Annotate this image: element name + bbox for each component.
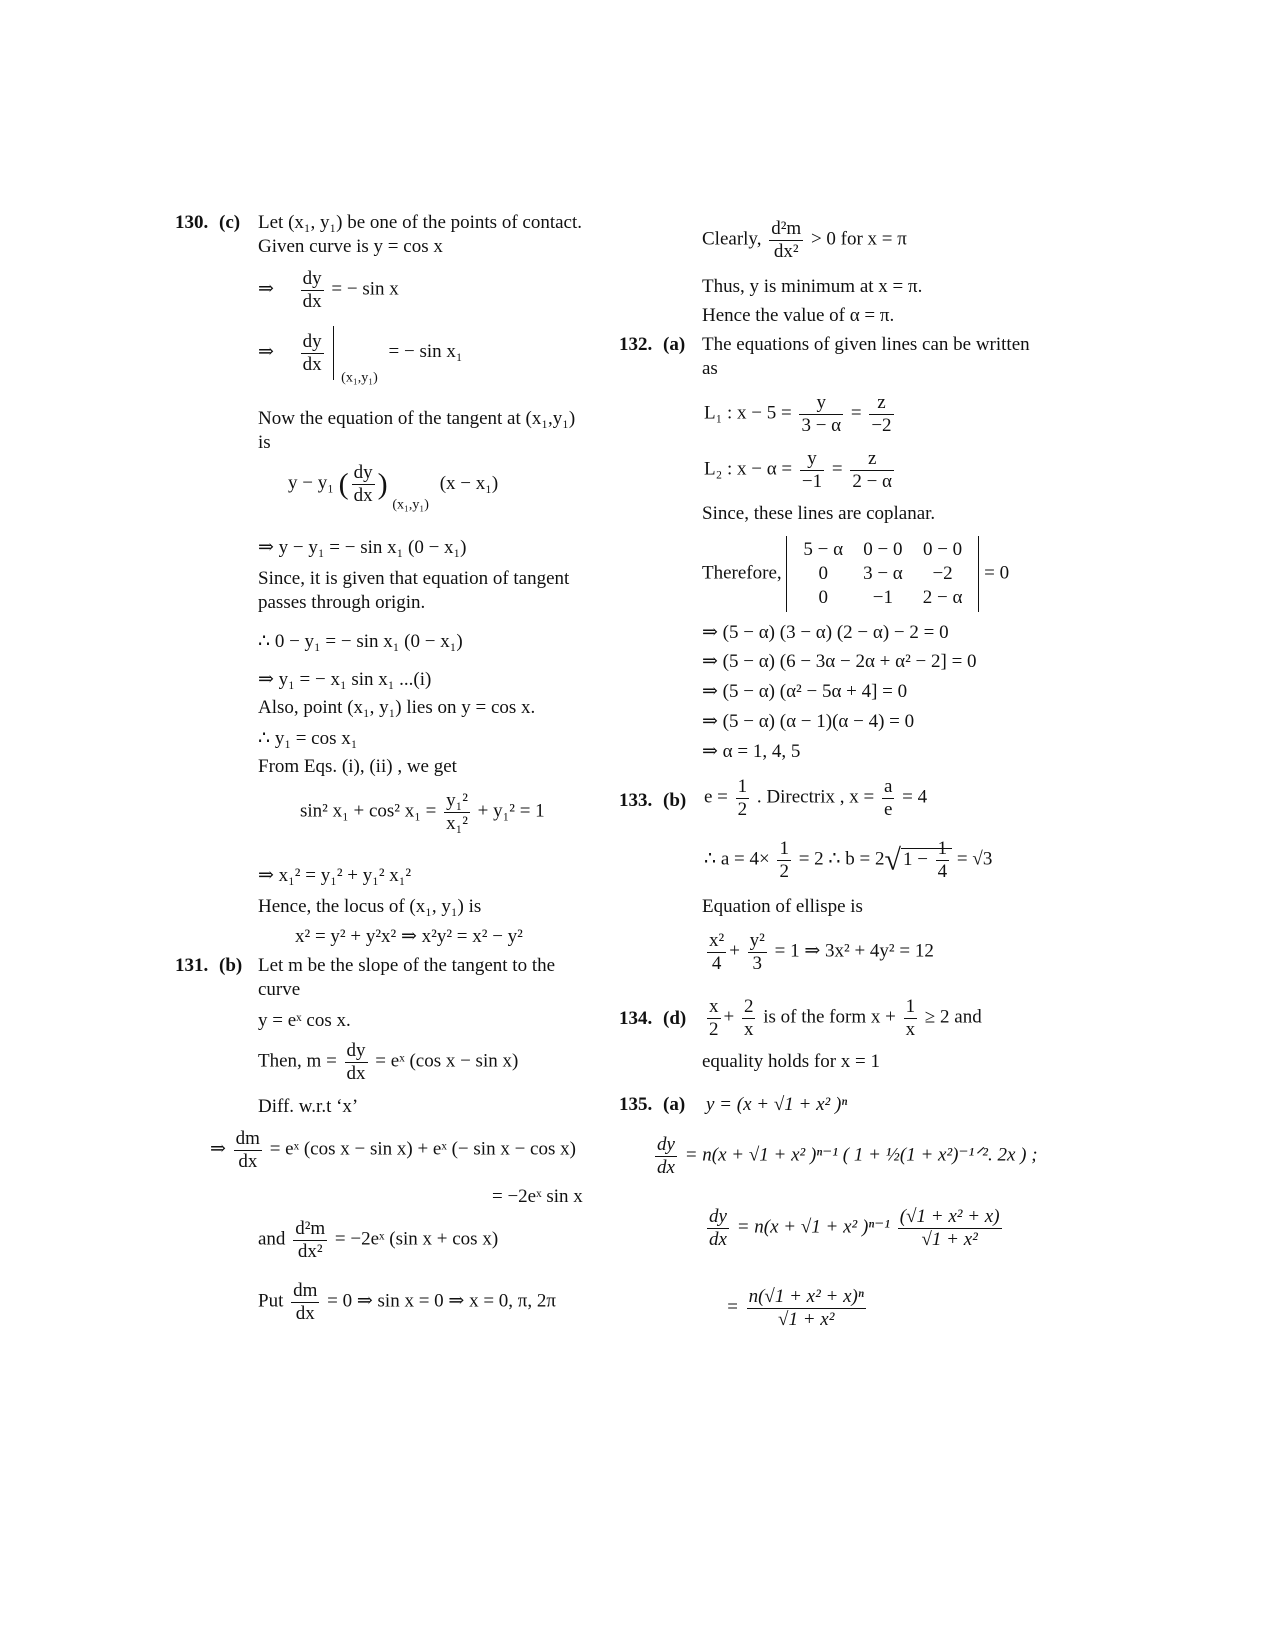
equation: ⇒ $\frac{dy}{dx}$ = − sin x [258, 268, 399, 312]
fraction: $\frac{\text{x²}}{4}$ [709, 930, 725, 974]
equation: ∴ a = 4× $\frac{1}{2}$ = 2 ∴ b = 2√ 1 − $\frac{1}{4}$ = √3 [704, 838, 993, 882]
equation: y = (x + √1 + x² )ⁿ [706, 1094, 848, 1115]
equation: ⇒ (5 − α) (α² − 5α + 4] = 0 [702, 681, 908, 702]
text-line: Diff. w.r.t ‘x’ [258, 1096, 359, 1117]
equation: ⇒ (5 − α) (3 − α) (2 − α) − 2 = 0 [702, 622, 949, 643]
fraction: $\frac{\text{d²m}}{\text{dx²}}$ [771, 218, 802, 262]
text-line: Hence, the locus of (x₁, y₁) is [258, 896, 482, 917]
equation: $\frac{dy}{dx}$ = n(x + √1 + x² )ⁿ⁻¹ ( 1 + ½(1 + x²)⁻¹ᐟ². 2x ) ; [657, 1134, 1038, 1178]
equation: and $\frac{\text{d²m}}{\text{dx²}}$ = −2eˣ (sin x + cos x) [258, 1218, 499, 1262]
equation: ∴ y₁ = cos x₁ [258, 728, 358, 749]
equation: ⇒ $\frac{dy}{dx}$ $_{(x_1,y_1)}$ = − sin x₁ [258, 326, 463, 386]
equation: ⇒ y − y₁ = − sin x₁ (0 − x₁) [258, 537, 467, 558]
q132-answer: (a) [663, 334, 686, 355]
text-line: Thus, y is minimum at x = π. [702, 276, 923, 297]
fraction: $\frac{dy}{dx}$ [353, 462, 373, 506]
fraction: $\frac{dy}{dx}$ [346, 1040, 366, 1084]
text-line: curve [258, 979, 301, 1000]
text-line: Given curve is y = cos x [258, 236, 443, 257]
fraction: $\frac{dm}{dx}$ [293, 1280, 318, 1324]
equation: ⇒ (5 − α) (α − 1)(α − 4) = 0 [702, 711, 915, 732]
equation: ⇒ α = 1, 4, 5 [702, 741, 801, 762]
equation: x² = y² + y²x² ⇒ x²y² = x² − y² [295, 926, 523, 947]
q135-answer: (a) [663, 1094, 686, 1115]
fraction: $\frac{y}{3 - \alpha}$ [801, 392, 842, 436]
equation: ⇒ $\frac{dm}{dx}$ = eˣ (cos x − sin x) + eˣ (− sin x − cos x) [210, 1128, 576, 1172]
implies-symbol: ⇒ [210, 1138, 226, 1160]
fraction: $\frac{z}{2 - \alpha}$ [852, 448, 893, 492]
equation: ⇒ y₁ = − x₁ sin x₁ ...(i) [258, 669, 432, 690]
q133-number: 133. [619, 790, 653, 811]
text-line: as [702, 358, 718, 379]
equation: ∴ 0 − y₁ = − sin x₁ (0 − x₁) [258, 631, 463, 652]
q131-number: 131. [175, 955, 209, 976]
implies-symbol: ⇒ [258, 341, 274, 363]
q135-number: 135. [619, 1094, 653, 1115]
fraction: $\frac{dy}{dx}$ [302, 330, 322, 375]
fraction: $\frac{\text{d²m}}{\text{dx²}}$ [295, 1218, 326, 1262]
equation: = $\frac{\text{n(√1 + x² + x)ⁿ}}{\text{√1 + x²}}$ [726, 1286, 864, 1330]
equation: Clearly, $\frac{\text{d²m}}{\text{dx²}}$ > 0 for x = π [702, 218, 907, 262]
text-line: Now the equation of the tangent at (x₁,y₁) [258, 408, 576, 429]
fraction: $\frac{\text{(√1 + x² + x)}}{\text{√1 + x²}}$ [899, 1206, 1000, 1250]
determinant-equation: Therefore, 5 − α 0 − 0 0 − 0 0 3 − α −2 0 −1 2 − α = 0 [702, 536, 1009, 612]
q134-number: 134. [619, 1008, 653, 1029]
text-line: The equations of given lines can be written [702, 334, 1030, 355]
text-line: Hence the value of α = π. [702, 305, 895, 326]
determinant: 5 − α 0 − 0 0 − 0 0 3 − α −2 0 −1 2 − α [786, 536, 979, 612]
fraction: $\frac{1}{2}$ [779, 838, 789, 882]
equation: ⇒ x₁² = y₁² + y₁² x₁² [258, 865, 412, 886]
fraction: $\frac{1}{x}$ [905, 996, 916, 1040]
equation: $\frac{dy}{dx}$ = n(x + √1 + x² )ⁿ⁻¹ $\frac{\text{(√1 + x² + x)}}{\text{√1 + x²}}$ [709, 1206, 1000, 1250]
text-line: is [258, 432, 271, 453]
equation: sin² x₁ + cos² x₁ = $\frac{\text{y₁²}}{\text{x₁²}}$ + y₁² = 1 [300, 790, 545, 834]
fraction: $\frac{y}{-1}$ [801, 448, 823, 492]
fraction: $\frac{dy}{dx}$ [657, 1134, 675, 1178]
fraction: $\frac{z}{-2}$ [871, 392, 892, 436]
fraction: $\frac{a}{e}$ [883, 776, 893, 820]
q131-answer: (b) [219, 955, 243, 976]
equation: L₂ : x − α = $\frac{y}{-1}$ = $\frac{z}{2 - \alpha}$ [704, 448, 893, 492]
q130-answer: (c) [219, 212, 241, 233]
equation: y = eˣ cos x. [258, 1010, 351, 1031]
evaluation-bar [333, 326, 334, 380]
q130-number: 130. [175, 212, 209, 233]
implies-symbol: ⇒ [258, 278, 274, 300]
q133-answer: (b) [663, 790, 687, 811]
text-line: Let (x₁, y₁) be one of the points of contact. [258, 212, 583, 233]
equation: L₁ : x − 5 = $\frac{y}{3 - \alpha}$ = $\frac{z}{-2}$ [704, 392, 892, 436]
text-line: Equation of ellispe is [702, 896, 863, 917]
text-line: equality holds for x = 1 [702, 1051, 880, 1072]
fraction: $\frac{\text{y₁²}}{\text{x₁²}}$ [446, 790, 468, 834]
fraction: $\frac{\text{n(√1 + x² + x)ⁿ}}{\text{√1 + x²}}$ [748, 1286, 864, 1330]
text-line: Also, point (x₁, y₁) lies on y = cos x. [258, 697, 536, 718]
fraction: $\frac{1}{2}$ [737, 776, 748, 820]
fraction: $\frac{2}{x}$ [743, 996, 754, 1040]
fraction: $\frac{x}{2}$ [709, 996, 719, 1040]
text-line: Since, it is given that equation of tangent [258, 568, 570, 589]
fraction: $\frac{1}{4}$ [937, 838, 948, 882]
q132-number: 132. [619, 334, 653, 355]
fraction: $\frac{dm}{dx}$ [235, 1128, 260, 1172]
equation: $\frac{x}{2}$ + $\frac{2}{x}$ is of the form x + $\frac{1}{x}$ ≥ 2 and [709, 996, 982, 1040]
text-line: passes through origin. [258, 592, 426, 613]
text-line: From Eqs. (i), (ii) , we get [258, 756, 457, 777]
equation: = −2eˣ sin x [492, 1186, 583, 1207]
equation: Then, m = $\frac{dy}{dx}$ = eˣ (cos x − sin x) [258, 1040, 519, 1084]
text-line: Since, these lines are coplanar. [702, 503, 936, 524]
text-line: Let m be the slope of the tangent to the [258, 955, 556, 976]
equation: $\frac{\text{x²}}{4}$ + $\frac{\text{y²}}{3}$ = 1 ⇒ 3x² + 4y² = 12 [709, 930, 934, 974]
q134-answer: (d) [663, 1008, 687, 1029]
fraction: $\frac{dy}{dx}$ [709, 1206, 727, 1250]
equation: y − y₁ ( $\frac{dy}{dx}$ ) $_{(x_1,y_1)}$ (x − x₁) [288, 462, 499, 513]
fraction: $\frac{\text{y²}}{3}$ [749, 930, 765, 974]
equation: ⇒ (5 − α) (6 − 3α − 2α + α² − 2] = 0 [702, 651, 977, 672]
equation: Put $\frac{dm}{dx}$ = 0 ⇒ sin x = 0 ⇒ x = 0, π, 2π [258, 1280, 556, 1324]
fraction: $\frac{dy}{dx}$ [302, 268, 322, 312]
equation: e = $\frac{1}{2}$ . Directrix , x = $\frac{a}{e}$ = 4 [704, 776, 928, 820]
